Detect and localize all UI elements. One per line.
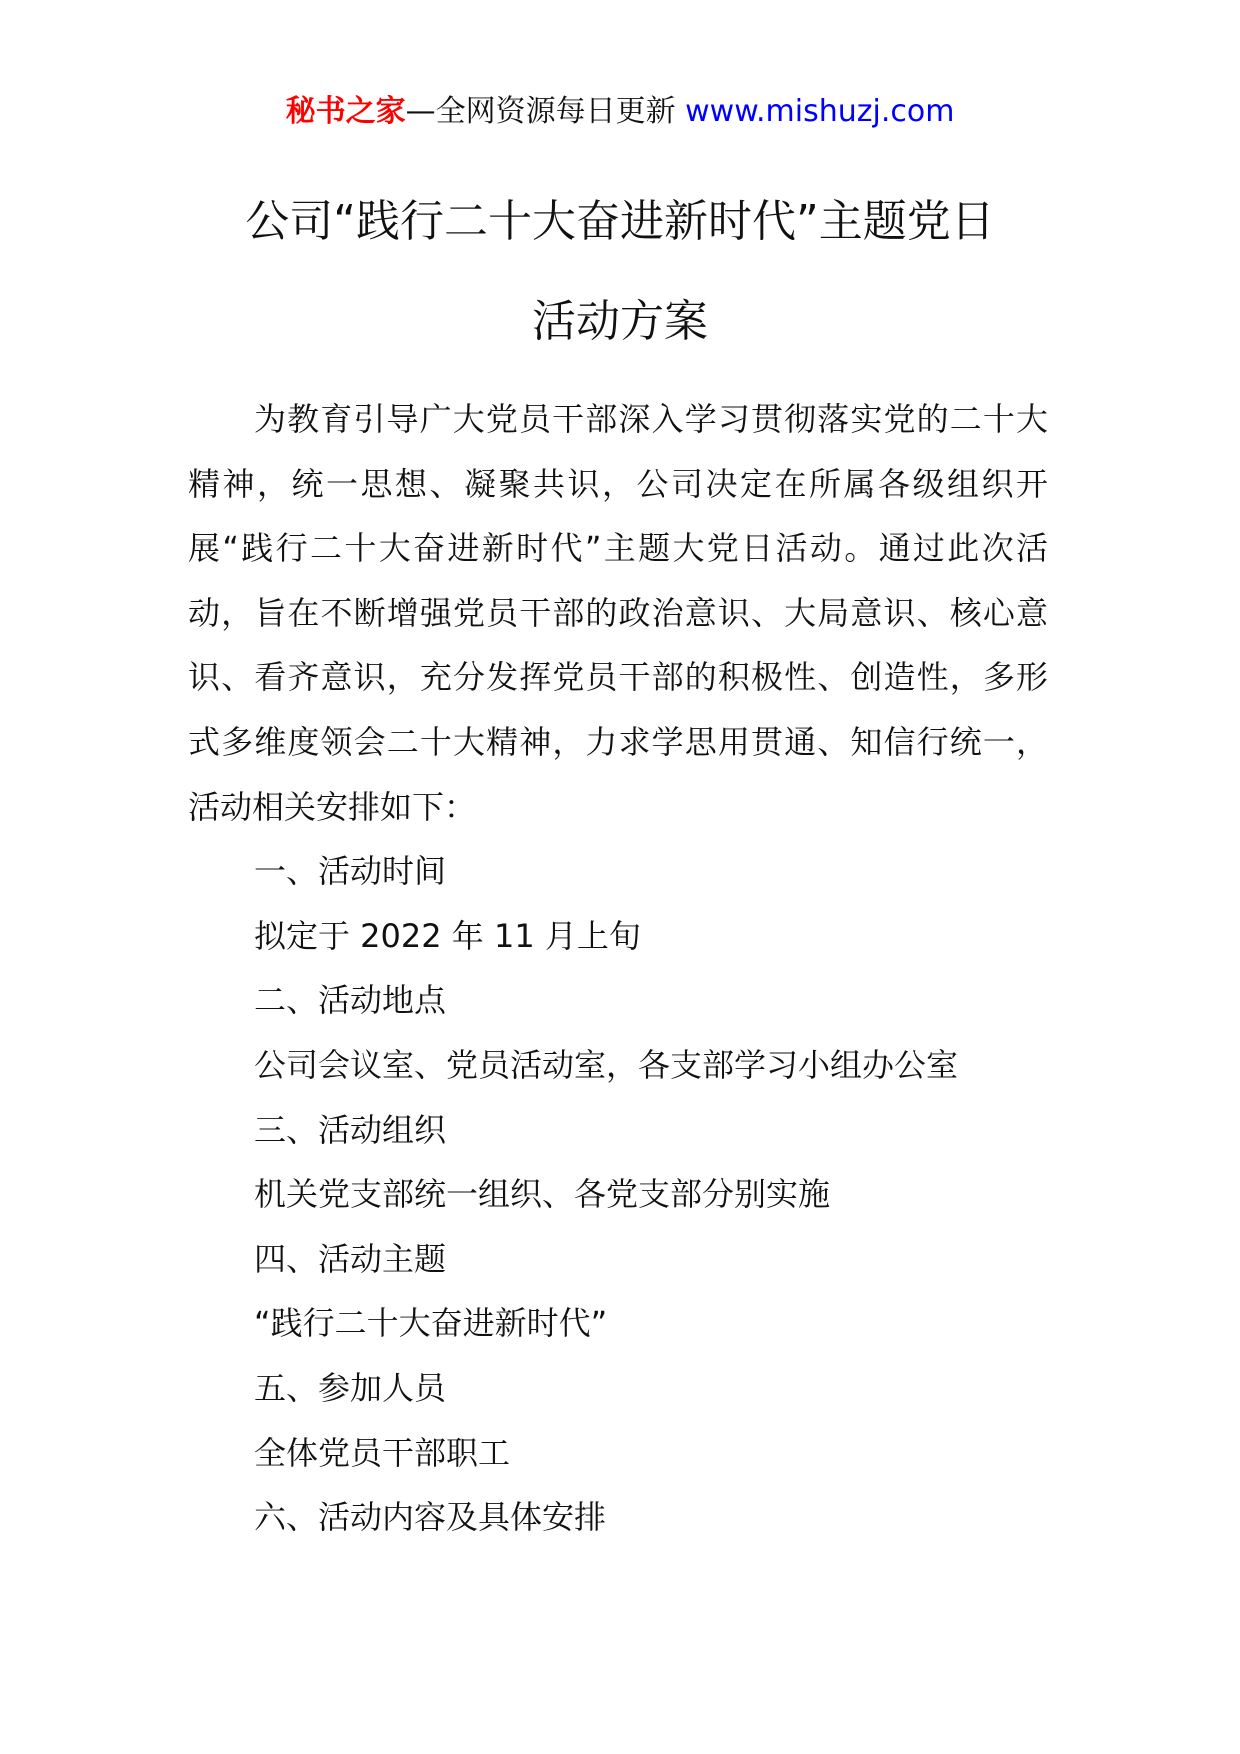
section-heading-organization: 三、活动组织 (254, 1110, 447, 1149)
section-heading-time: 一、活动时间 (254, 852, 447, 891)
section-heading-content: 六、活动内容及具体安排 (254, 1498, 607, 1537)
section-content-theme: “践行二十大奋进新时代” (254, 1304, 608, 1343)
section-content-location: 公司会议室、党员活动室，各支部学习小组办公室 (254, 1045, 959, 1084)
site-slogan: —全网资源每日更新 (405, 94, 676, 129)
site-brand: 秘书之家 (285, 94, 406, 129)
document-title-line2: 活动方案 (532, 296, 708, 347)
site-header (0, 92, 1240, 131)
section-content-time: 拟定于 2022 年 11 月上旬 (254, 916, 641, 955)
intro-paragraph: 为教育引导广大党员干部深入学习贯彻落实党的二十大精神，统一思想、凝聚共识，公司决定在所属各级组织开展“践行二十大奋进新时代”主题大党日活动。通过此次活动，旨在不断增强党员干部的政治意识、大局意识、核心意识、看齐意识，充分发挥党员干部的积极性、创造性，多形式多维度领会二十大精神，力求学思用贯通、知信行统一，活动相关安排如下： (188, 400, 1048, 826)
document-body (188, 387, 1048, 1550)
section-heading-participants: 五、参加人员 (254, 1368, 447, 1407)
section-heading-theme: 四、活动主题 (254, 1239, 447, 1278)
section-content-participants: 全体党员干部职工 (254, 1433, 511, 1472)
site-url-link[interactable]: www.mishuzj.com (685, 94, 955, 129)
section-content-organization: 机关党支部统一组织、各党支部分别实施 (254, 1175, 831, 1214)
section-heading-location: 二、活动地点 (254, 981, 447, 1020)
document-title-line1: 公司“践行二十大奋进新时代”主题党日 (245, 196, 995, 247)
